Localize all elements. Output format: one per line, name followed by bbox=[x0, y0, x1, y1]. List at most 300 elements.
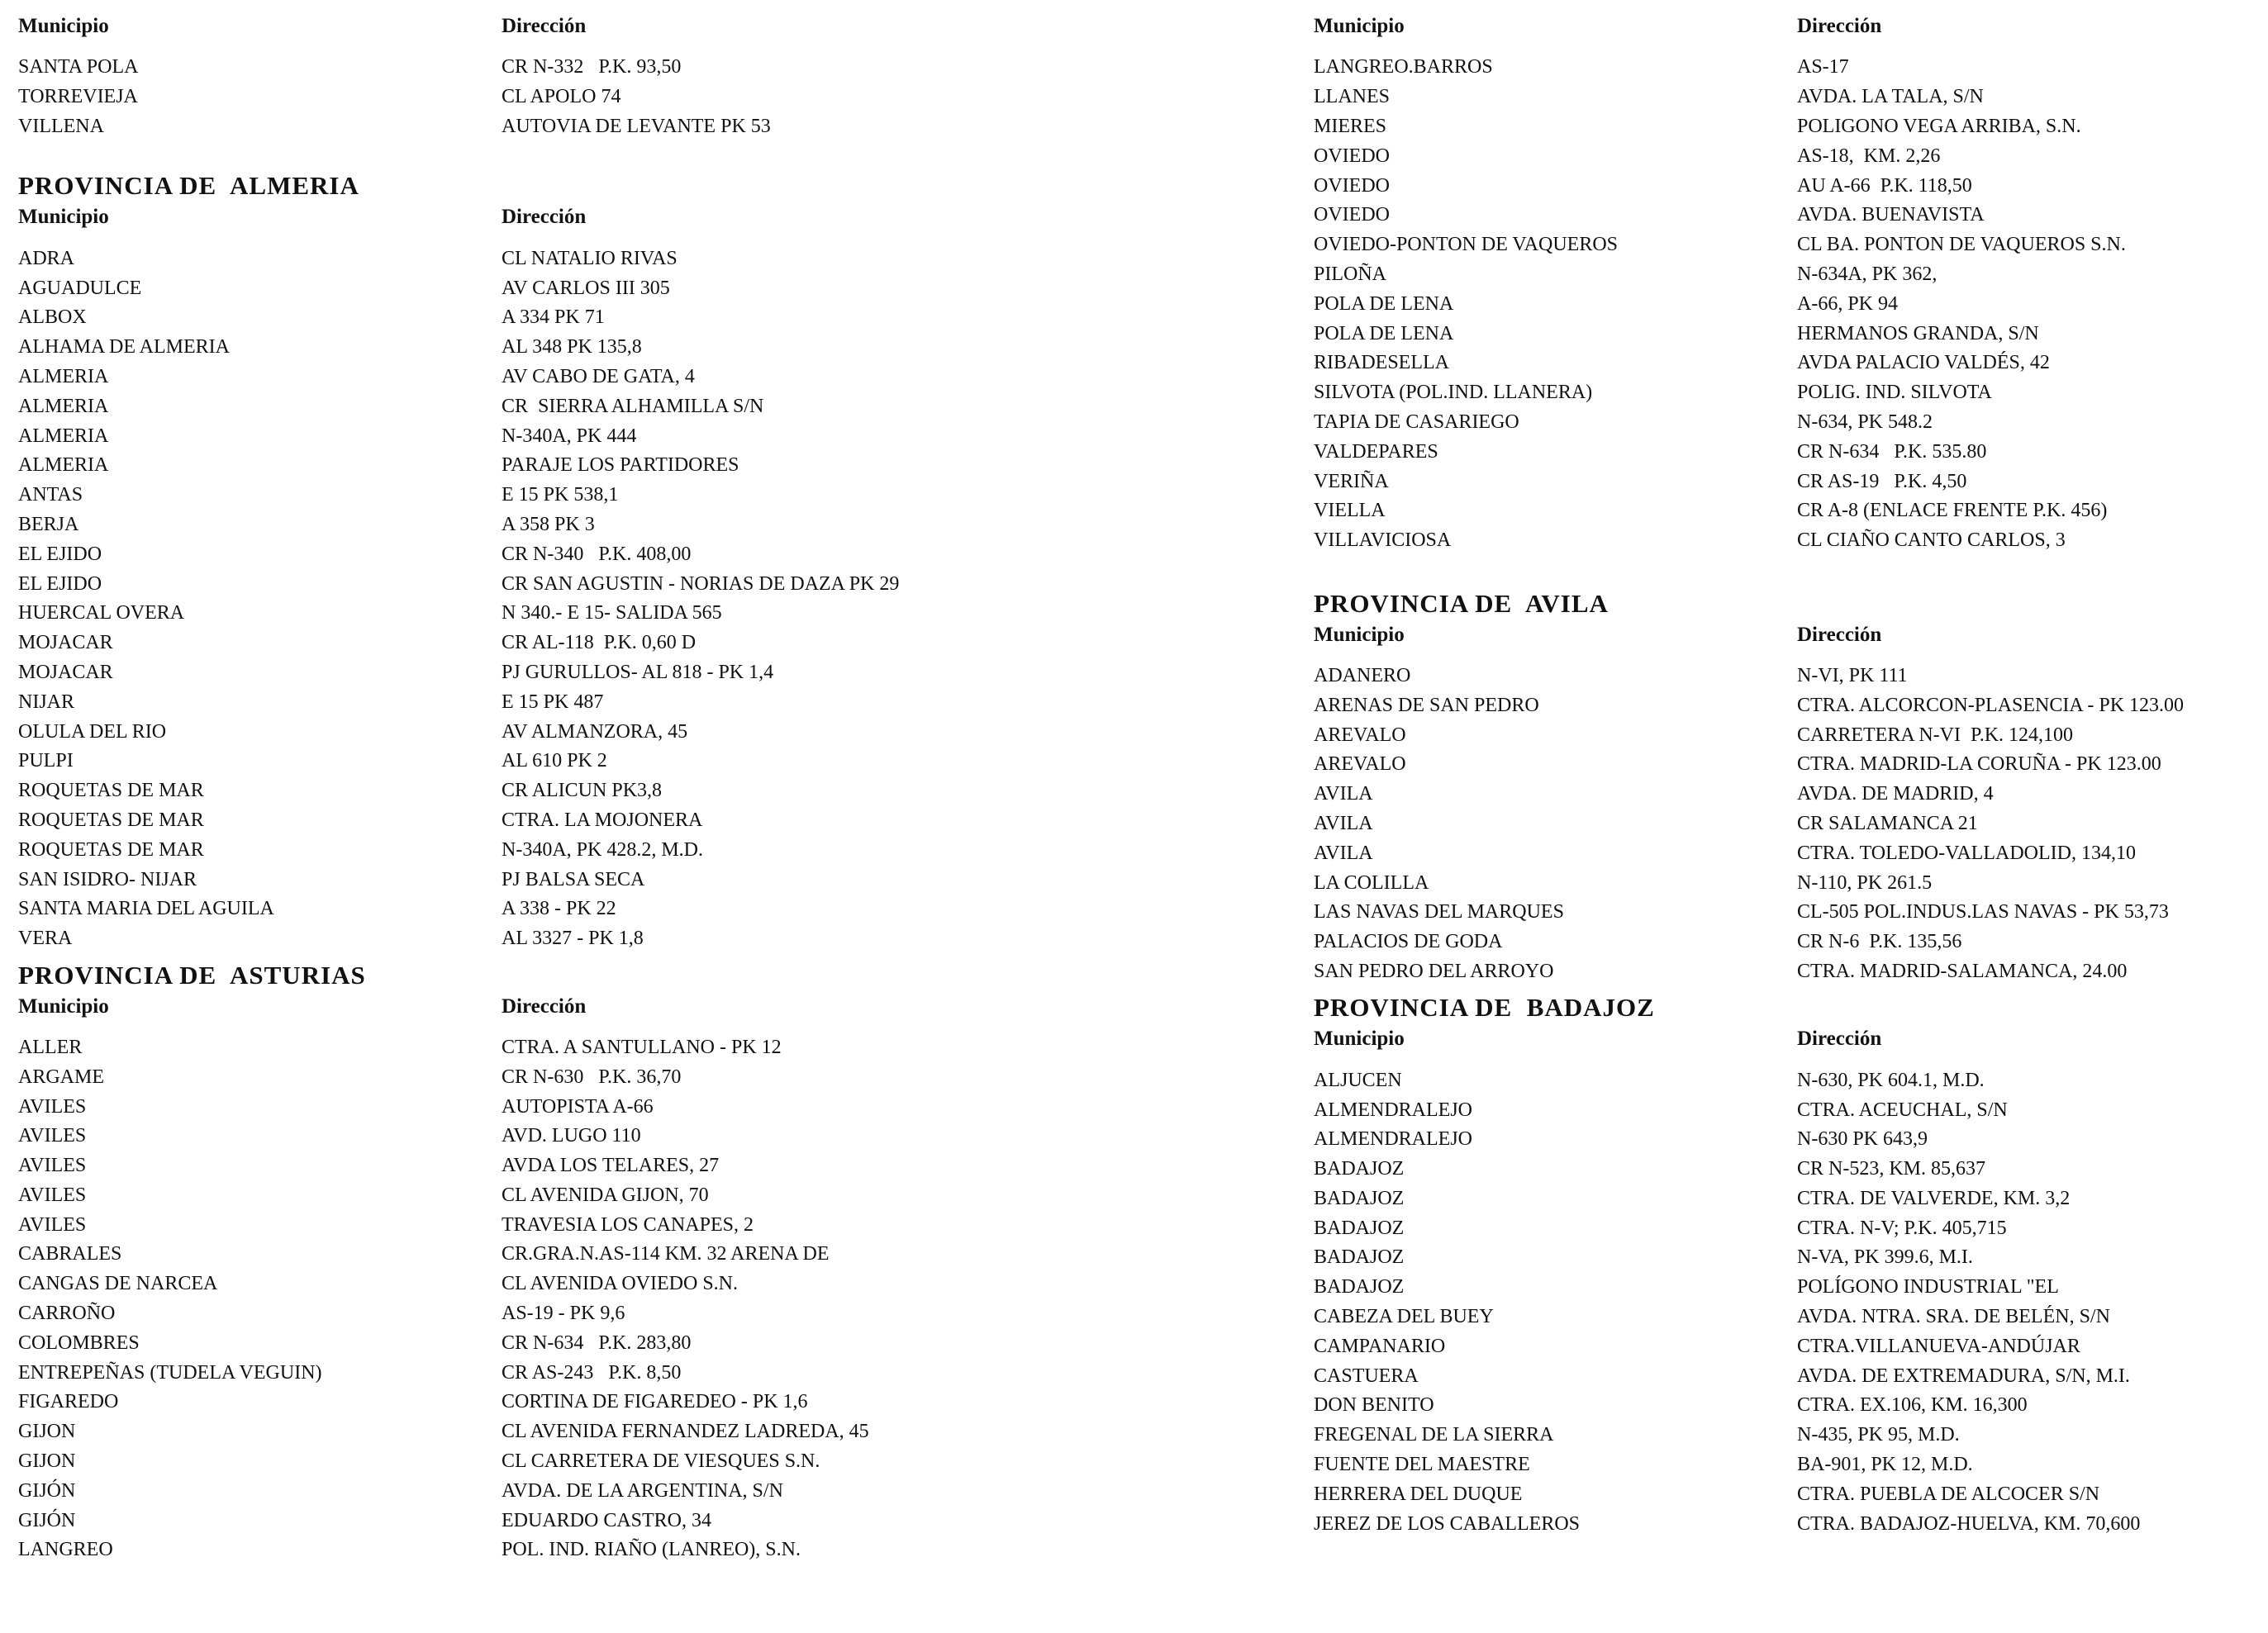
municipio-cell: PALACIOS DE GODA bbox=[1314, 931, 1503, 953]
municipio-cell: ENTREPEÑAS (TUDELA VEGUIN) bbox=[18, 1361, 322, 1384]
direccion-cell: AVDA PALACIO VALDÉS, 42 bbox=[1797, 352, 2050, 374]
table-row bbox=[18, 1033, 1241, 1063]
direccion-cell: N-340A, PK 428.2, M.D. bbox=[502, 838, 704, 861]
direccion-cell: CL CARRETERA DE VIESQUES S.N. bbox=[502, 1450, 820, 1473]
direccion-cell: N 340.- E 15- SALIDA 565 bbox=[502, 602, 722, 624]
direccion-cell: AVDA LOS TELARES, 27 bbox=[502, 1155, 720, 1177]
direccion-header: Dirección bbox=[502, 15, 587, 37]
province-title: PROVINCIA DE ALMERIA bbox=[18, 171, 359, 201]
table-row bbox=[1314, 1450, 2239, 1480]
municipio-cell: ALMENDRALEJO bbox=[1314, 1099, 1472, 1121]
direccion-cell: CTRA. ACEUCHAL, S/N bbox=[1797, 1099, 2008, 1121]
direccion-cell: N-VI, PK 111 bbox=[1797, 664, 1908, 686]
table-row bbox=[1314, 1509, 2239, 1539]
table-row bbox=[1314, 928, 2239, 957]
direccion-cell: CTRA. PUEBLA DE ALCOCER S/N bbox=[1797, 1483, 2100, 1505]
direccion-cell: CR N-630 P.K. 36,70 bbox=[502, 1066, 682, 1088]
municipio-cell: NIJAR bbox=[18, 691, 75, 713]
municipio-cell: VILLAVICIOSA bbox=[1314, 529, 1452, 552]
municipio-header: Municipio bbox=[1314, 15, 1405, 37]
direccion-cell: CTRA. MADRID-LA CORUÑA - PK 123.00 bbox=[1797, 753, 2161, 776]
table-row bbox=[18, 1417, 1241, 1447]
table-row bbox=[1314, 809, 2239, 839]
table-row bbox=[1314, 1095, 2239, 1125]
direccion-cell: A 358 PK 3 bbox=[502, 513, 595, 535]
direccion-cell: CR SALAMANCA 21 bbox=[1797, 812, 1978, 834]
direccion-header: Dirección bbox=[1797, 15, 1882, 37]
table-row bbox=[18, 1388, 1241, 1417]
direccion-cell: AV CABO DE GATA, 4 bbox=[502, 365, 695, 387]
table-row bbox=[18, 112, 1241, 142]
table-row bbox=[18, 1270, 1241, 1299]
municipio-cell: CANGAS DE NARCEA bbox=[18, 1273, 218, 1295]
municipio-cell: ALMERIA bbox=[18, 425, 109, 447]
table-row bbox=[18, 1210, 1241, 1240]
municipio-cell: LAS NAVAS DEL MARQUES bbox=[1314, 901, 1564, 923]
direccion-cell: CL NATALIO RIVAS bbox=[502, 247, 678, 269]
province-section bbox=[18, 954, 1241, 1565]
direccion-cell: CR.GRA.N.AS-114 KM. 32 ARENA DE bbox=[502, 1243, 830, 1265]
municipio-cell: SANTA POLA bbox=[18, 56, 139, 78]
header-spacer bbox=[1314, 1051, 2239, 1066]
municipio-header: Municipio bbox=[18, 206, 109, 229]
municipio-cell: GIJÓN bbox=[18, 1479, 76, 1502]
municipio-cell: HUERCAL OVERA bbox=[18, 602, 185, 624]
table-row bbox=[1314, 1184, 2239, 1214]
direccion-cell: AVDA. NTRA. SRA. DE BELÉN, S/N bbox=[1797, 1306, 2110, 1328]
province-title: PROVINCIA DE AVILA bbox=[1314, 588, 1609, 618]
direccion-header: Dirección bbox=[1797, 1028, 1882, 1051]
direccion-cell: AUTOVIA DE LEVANTE PK 53 bbox=[502, 115, 771, 137]
municipio-cell: BADAJOZ bbox=[1314, 1276, 1405, 1298]
direccion-cell: CL AVENIDA FERNANDEZ LADREDA, 45 bbox=[502, 1421, 869, 1443]
municipio-cell: LANGREO.BARROS bbox=[1314, 56, 1493, 78]
table-row bbox=[18, 1151, 1241, 1181]
table-row bbox=[18, 303, 1241, 333]
direccion-cell: A 334 PK 71 bbox=[502, 306, 605, 329]
table-row bbox=[1314, 467, 2239, 496]
direccion-cell: AV ALMANZORA, 45 bbox=[502, 720, 688, 743]
table-row bbox=[1314, 349, 2239, 378]
municipio-cell: ADANERO bbox=[1314, 664, 1411, 686]
municipio-cell: CABRALES bbox=[18, 1243, 122, 1265]
municipio-cell: OVIEDO bbox=[1314, 174, 1390, 197]
table-row bbox=[18, 835, 1241, 865]
direccion-cell: AVDA. DE MADRID, 4 bbox=[1797, 783, 1994, 805]
direccion-cell: POL. IND. RIAÑO (LANREO), S.N. bbox=[502, 1539, 801, 1561]
direccion-cell: AUTOPISTA A-66 bbox=[502, 1095, 654, 1118]
direccion-cell: AL 610 PK 2 bbox=[502, 750, 607, 772]
direccion-cell: E 15 PK 538,1 bbox=[502, 484, 619, 506]
direccion-cell: POLIGONO VEGA ARRIBA, S.N. bbox=[1797, 115, 2081, 137]
municipio-cell: AREVALO bbox=[1314, 753, 1406, 776]
direccion-cell: CR ALICUN PK3,8 bbox=[502, 780, 663, 802]
table-row bbox=[18, 1476, 1241, 1506]
municipio-cell: ALJUCEN bbox=[1314, 1069, 1402, 1091]
direccion-cell: CL-505 POL.INDUS.LAS NAVAS - PK 53,73 bbox=[1797, 901, 2169, 923]
municipio-header: Municipio bbox=[18, 15, 109, 37]
municipio-cell: ALLER bbox=[18, 1036, 83, 1058]
table-row bbox=[1314, 230, 2239, 260]
direccion-cell: N-630, PK 604.1, M.D. bbox=[1797, 1069, 1985, 1091]
table-row bbox=[18, 363, 1241, 392]
table-row bbox=[18, 83, 1241, 112]
table-row bbox=[1314, 171, 2239, 201]
direccion-cell: N-630 PK 643,9 bbox=[1797, 1128, 1928, 1151]
province-section bbox=[1314, 986, 2239, 1539]
table-row bbox=[1314, 1155, 2239, 1184]
direccion-cell: N-435, PK 95, M.D. bbox=[1797, 1424, 1960, 1446]
municipio-cell: OVIEDO-PONTON DE VAQUEROS bbox=[1314, 234, 1619, 256]
direccion-cell: AL 348 PK 135,8 bbox=[502, 336, 642, 358]
province-section bbox=[18, 164, 1241, 953]
municipio-cell: OLULA DEL RIO bbox=[18, 720, 167, 743]
municipio-cell: RIBADESELLA bbox=[1314, 352, 1449, 374]
municipio-cell: AVILES bbox=[18, 1095, 87, 1118]
direccion-cell: POLIG. IND. SILVOTA bbox=[1797, 382, 1992, 404]
table-row bbox=[1314, 260, 2239, 290]
direccion-cell: AS-19 - PK 9,6 bbox=[502, 1303, 625, 1325]
municipio-cell: AVILES bbox=[18, 1213, 87, 1236]
direccion-cell: AV CARLOS III 305 bbox=[502, 277, 670, 299]
column-header-row bbox=[18, 201, 1241, 229]
province-section bbox=[18, 10, 1241, 141]
table-row bbox=[1314, 112, 2239, 142]
municipio-cell: MIERES bbox=[1314, 115, 1387, 137]
table-row bbox=[1314, 289, 2239, 319]
right-column bbox=[1314, 0, 2239, 1539]
municipio-cell: ROQUETAS DE MAR bbox=[18, 780, 204, 802]
municipio-cell: POLA DE LENA bbox=[1314, 292, 1454, 315]
direccion-cell: EDUARDO CASTRO, 34 bbox=[502, 1509, 712, 1531]
municipio-cell: VIELLA bbox=[1314, 500, 1386, 522]
municipio-cell: ROQUETAS DE MAR bbox=[18, 809, 204, 831]
municipio-cell: AGUADULCE bbox=[18, 277, 142, 299]
table-row bbox=[1314, 691, 2239, 720]
direccion-cell: CL AVENIDA OVIEDO S.N. bbox=[502, 1273, 739, 1295]
municipio-cell: AVILES bbox=[18, 1155, 87, 1177]
municipio-cell: ALMERIA bbox=[18, 454, 109, 477]
direccion-cell: CR SAN AGUSTIN - NORIAS DE DAZA PK 29 bbox=[502, 572, 900, 595]
province-title: PROVINCIA DE ASTURIAS bbox=[18, 960, 366, 990]
direccion-cell: AVDA. DE LA ARGENTINA, S/N bbox=[502, 1479, 783, 1502]
direccion-cell: CTRA.VILLANUEVA-ANDÚJAR bbox=[1797, 1335, 2080, 1357]
direccion-cell: CR N-523, KM. 85,637 bbox=[1797, 1158, 1986, 1180]
direccion-cell: CR N-634 P.K. 283,80 bbox=[502, 1332, 692, 1354]
municipio-cell: CASTUERA bbox=[1314, 1365, 1419, 1387]
direccion-cell: CR N-634 P.K. 535.80 bbox=[1797, 440, 1987, 463]
header-spacer bbox=[18, 38, 1241, 53]
municipio-cell: FREGENAL DE LA SIERRA bbox=[1314, 1424, 1554, 1446]
table-row bbox=[18, 1447, 1241, 1477]
municipio-cell: COLOMBRES bbox=[18, 1332, 140, 1354]
header-spacer bbox=[1314, 38, 2239, 53]
municipio-cell: SANTA MARIA DEL AGUILA bbox=[18, 898, 274, 920]
municipio-header: Municipio bbox=[1314, 623, 1405, 646]
direccion-cell: N-VA, PK 399.6, M.I. bbox=[1797, 1246, 1973, 1269]
table-row bbox=[1314, 1066, 2239, 1095]
direccion-cell: AVDA. LA TALA, S/N bbox=[1797, 86, 1984, 108]
municipio-cell: BADAJOZ bbox=[1314, 1246, 1405, 1269]
table-row bbox=[1314, 378, 2239, 408]
municipio-cell: EL EJIDO bbox=[18, 543, 102, 565]
direccion-cell: AVDA. BUENAVISTA bbox=[1797, 204, 1985, 226]
table-row bbox=[18, 1122, 1241, 1151]
municipio-cell: TAPIA DE CASARIEGO bbox=[1314, 411, 1519, 433]
table-row bbox=[18, 569, 1241, 599]
municipio-cell: LLANES bbox=[1314, 86, 1390, 108]
table-row bbox=[18, 1240, 1241, 1270]
direccion-cell: CR AS-19 P.K. 4,50 bbox=[1797, 470, 1967, 492]
table-row bbox=[18, 392, 1241, 421]
header-spacer bbox=[1314, 647, 2239, 662]
table-row bbox=[18, 1299, 1241, 1329]
municipio-cell: ALMERIA bbox=[18, 395, 109, 417]
table-row bbox=[18, 1181, 1241, 1211]
municipio-cell: CAMPANARIO bbox=[1314, 1335, 1446, 1357]
direccion-cell: AL 3327 - PK 1,8 bbox=[502, 928, 644, 950]
direccion-cell: CTRA. BADAJOZ-HUELVA, KM. 70,600 bbox=[1797, 1512, 2141, 1535]
municipio-cell: SAN PEDRO DEL ARROYO bbox=[1314, 960, 1554, 982]
column-header-row bbox=[1314, 1023, 2239, 1051]
municipio-cell: ARGAME bbox=[18, 1066, 105, 1088]
left-column bbox=[18, 0, 1241, 1565]
municipio-cell: CARROÑO bbox=[18, 1303, 116, 1325]
municipio-cell: GIJON bbox=[18, 1450, 76, 1473]
table-row bbox=[18, 806, 1241, 836]
municipio-cell: BADAJOZ bbox=[1314, 1158, 1405, 1180]
table-row bbox=[18, 1358, 1241, 1388]
direccion-cell: N-634A, PK 362, bbox=[1797, 263, 1938, 285]
direccion-cell: AS-18, KM. 2,26 bbox=[1797, 145, 1941, 167]
table-row bbox=[18, 451, 1241, 481]
municipio-cell: AREVALO bbox=[1314, 724, 1406, 746]
municipio-cell: AVILES bbox=[18, 1184, 87, 1206]
municipio-cell: VILLENA bbox=[18, 115, 104, 137]
direccion-cell: CTRA. MADRID-SALAMANCA, 24.00 bbox=[1797, 960, 2128, 982]
table-row bbox=[1314, 319, 2239, 349]
table-row bbox=[1314, 957, 2239, 987]
municipio-cell: FIGAREDO bbox=[18, 1391, 119, 1413]
table-row bbox=[1314, 1479, 2239, 1509]
municipio-cell: ALHAMA DE ALMERIA bbox=[18, 336, 230, 358]
table-row bbox=[18, 1536, 1241, 1565]
header-spacer bbox=[18, 1018, 1241, 1033]
table-row bbox=[1314, 1243, 2239, 1273]
direccion-cell: N-110, PK 261.5 bbox=[1797, 871, 1933, 894]
direccion-cell: CORTINA DE FIGAREDEO - PK 1,6 bbox=[502, 1391, 808, 1413]
table-row bbox=[1314, 1273, 2239, 1303]
table-row bbox=[1314, 750, 2239, 780]
direccion-cell: AVDA. DE EXTREMADURA, S/N, M.I. bbox=[1797, 1365, 2130, 1387]
municipio-cell: AVILES bbox=[18, 1125, 87, 1147]
municipio-cell: DON BENITO bbox=[1314, 1394, 1434, 1417]
municipio-cell: AVILA bbox=[1314, 842, 1373, 864]
direccion-header: Dirección bbox=[502, 995, 587, 1018]
table-row bbox=[1314, 141, 2239, 171]
municipio-cell: LA COLILLA bbox=[1314, 871, 1429, 894]
municipio-cell: VERA bbox=[18, 928, 73, 950]
municipio-cell: VERIÑA bbox=[1314, 470, 1389, 492]
direccion-cell: N-634, PK 548.2 bbox=[1797, 411, 1933, 433]
table-row bbox=[1314, 662, 2239, 691]
direccion-cell: CR AS-243 P.K. 8,50 bbox=[502, 1361, 682, 1384]
table-row bbox=[1314, 838, 2239, 868]
table-row bbox=[18, 865, 1241, 895]
municipio-cell: SILVOTA (POL.IND. LLANERA) bbox=[1314, 382, 1593, 404]
direccion-cell: CR N-6 P.K. 135,56 bbox=[1797, 931, 1962, 953]
table-row bbox=[1314, 780, 2239, 809]
direccion-cell: CR SIERRA ALHAMILLA S/N bbox=[502, 395, 764, 417]
direccion-cell: CR N-340 P.K. 408,00 bbox=[502, 543, 692, 565]
municipio-cell: HERRERA DEL DUQUE bbox=[1314, 1483, 1523, 1505]
table-row bbox=[1314, 1391, 2239, 1421]
municipio-header: Municipio bbox=[18, 995, 109, 1018]
table-row bbox=[18, 1062, 1241, 1092]
table-row bbox=[1314, 437, 2239, 467]
table-row bbox=[18, 895, 1241, 924]
table-row bbox=[18, 481, 1241, 510]
direccion-cell: CR N-332 P.K. 93,50 bbox=[502, 56, 682, 78]
direccion-header: Dirección bbox=[1797, 623, 1882, 646]
direccion-cell: CR A-8 (ENLACE FRENTE P.K. 456) bbox=[1797, 500, 2108, 522]
table-row bbox=[1314, 1213, 2239, 1243]
municipio-cell: BADAJOZ bbox=[1314, 1187, 1405, 1209]
municipio-cell: PILOÑA bbox=[1314, 263, 1386, 285]
municipio-cell: ANTAS bbox=[18, 484, 83, 506]
table-row bbox=[1314, 53, 2239, 83]
municipio-cell: SAN ISIDRO- NIJAR bbox=[18, 868, 197, 890]
direccion-cell: A 338 - PK 22 bbox=[502, 898, 616, 920]
direccion-header: Dirección bbox=[502, 206, 587, 229]
table-row bbox=[1314, 201, 2239, 230]
table-row bbox=[18, 717, 1241, 747]
direccion-cell: A-66, PK 94 bbox=[1797, 292, 1899, 315]
column-header-row bbox=[1314, 10, 2239, 38]
direccion-cell: TRAVESIA LOS CANAPES, 2 bbox=[502, 1213, 754, 1236]
municipio-cell: ALMENDRALEJO bbox=[1314, 1128, 1472, 1151]
direccion-cell: N-340A, PK 444 bbox=[502, 425, 637, 447]
municipio-header: Municipio bbox=[1314, 1028, 1405, 1051]
direccion-cell: CTRA. DE VALVERDE, KM. 3,2 bbox=[1797, 1187, 2071, 1209]
column-header-row bbox=[18, 990, 1241, 1018]
table-row bbox=[18, 924, 1241, 954]
direccion-cell: CL AVENIDA GIJON, 70 bbox=[502, 1184, 709, 1206]
table-row bbox=[18, 776, 1241, 806]
municipio-cell: TORREVIEJA bbox=[18, 86, 138, 108]
table-row bbox=[18, 658, 1241, 688]
municipio-cell: MOJACAR bbox=[18, 661, 113, 683]
municipio-cell: ADRA bbox=[18, 247, 75, 269]
municipio-cell: BADAJOZ bbox=[1314, 1217, 1405, 1239]
direccion-cell: CR AL-118 P.K. 0,60 D bbox=[502, 632, 697, 654]
column-header-row bbox=[18, 10, 1241, 38]
direccion-cell: CARRETERA N-VI P.K. 124,100 bbox=[1797, 724, 2074, 746]
direccion-cell: CTRA. LA MOJONERA bbox=[502, 809, 703, 831]
table-row bbox=[1314, 1332, 2239, 1361]
table-row bbox=[18, 1328, 1241, 1358]
table-row bbox=[18, 747, 1241, 776]
table-row bbox=[18, 510, 1241, 540]
direccion-cell: CTRA. N-V; P.K. 405,715 bbox=[1797, 1217, 2007, 1239]
direccion-cell: AS-17 bbox=[1797, 56, 1849, 78]
table-row bbox=[18, 1506, 1241, 1536]
column-header-row bbox=[1314, 619, 2239, 647]
table-row bbox=[18, 421, 1241, 451]
table-row bbox=[1314, 83, 2239, 112]
table-row bbox=[1314, 720, 2239, 750]
municipio-cell: VALDEPARES bbox=[1314, 440, 1438, 463]
table-row bbox=[18, 1092, 1241, 1122]
municipio-cell: EL EJIDO bbox=[18, 572, 102, 595]
table-row bbox=[18, 244, 1241, 273]
province-section bbox=[1314, 582, 2239, 987]
table-row bbox=[1314, 1125, 2239, 1155]
municipio-cell: JEREZ DE LOS CABALLEROS bbox=[1314, 1512, 1581, 1535]
table-row bbox=[18, 333, 1241, 363]
municipio-cell: CABEZA DEL BUEY bbox=[1314, 1306, 1494, 1328]
table-row bbox=[1314, 526, 2239, 556]
direccion-cell: PARAJE LOS PARTIDORES bbox=[502, 454, 739, 477]
municipio-cell: ALBOX bbox=[18, 306, 87, 329]
municipio-cell: OVIEDO bbox=[1314, 145, 1390, 167]
table-row bbox=[18, 629, 1241, 658]
direccion-cell: E 15 PK 487 bbox=[502, 691, 604, 713]
direccion-cell: PJ GURULLOS- AL 818 - PK 1,4 bbox=[502, 661, 774, 683]
direccion-cell: CL APOLO 74 bbox=[502, 86, 621, 108]
municipio-cell: LANGREO bbox=[18, 1539, 113, 1561]
table-row bbox=[1314, 868, 2239, 898]
table-row bbox=[18, 273, 1241, 303]
table-row bbox=[1314, 1303, 2239, 1332]
direccion-cell: CTRA. ALCORCON-PLASENCIA - PK 123.00 bbox=[1797, 694, 2185, 716]
municipio-cell: ALMERIA bbox=[18, 365, 109, 387]
municipio-cell: OVIEDO bbox=[1314, 204, 1390, 226]
direccion-cell: PJ BALSA SECA bbox=[502, 868, 645, 890]
municipio-cell: ARENAS DE SAN PEDRO bbox=[1314, 694, 1539, 716]
direccion-cell: AU A-66 P.K. 118,50 bbox=[1797, 174, 1972, 197]
table-row bbox=[1314, 1361, 2239, 1391]
direccion-cell: CTRA. TOLEDO-VALLADOLID, 134,10 bbox=[1797, 842, 2136, 864]
municipio-cell: GIJÓN bbox=[18, 1509, 76, 1531]
table-row bbox=[1314, 1421, 2239, 1450]
municipio-cell: MOJACAR bbox=[18, 632, 113, 654]
municipio-cell: AVILA bbox=[1314, 783, 1373, 805]
direccion-cell: CL CIAÑO CANTO CARLOS, 3 bbox=[1797, 529, 2066, 552]
table-row bbox=[18, 687, 1241, 717]
table-row bbox=[1314, 898, 2239, 928]
municipio-cell: ROQUETAS DE MAR bbox=[18, 838, 204, 861]
municipio-cell: PULPI bbox=[18, 750, 74, 772]
table-row bbox=[18, 539, 1241, 569]
table-row bbox=[1314, 496, 2239, 526]
direccion-cell: CTRA. A SANTULLANO - PK 12 bbox=[502, 1036, 782, 1058]
table-row bbox=[1314, 408, 2239, 438]
direccion-cell: AVD. LUGO 110 bbox=[502, 1125, 641, 1147]
direccion-cell: CTRA. EX.106, KM. 16,300 bbox=[1797, 1394, 2028, 1417]
table-row bbox=[18, 53, 1241, 83]
province-title: PROVINCIA DE BADAJOZ bbox=[1314, 993, 1655, 1023]
direccion-cell: CL BA. PONTON DE VAQUEROS S.N. bbox=[1797, 234, 2126, 256]
direccion-cell: BA-901, PK 12, M.D. bbox=[1797, 1454, 1973, 1476]
municipio-cell: FUENTE DEL MAESTRE bbox=[1314, 1454, 1530, 1476]
direccion-cell: POLÍGONO INDUSTRIAL "EL bbox=[1797, 1276, 2059, 1298]
municipio-cell: BERJA bbox=[18, 513, 79, 535]
direccion-cell: HERMANOS GRANDA, S/N bbox=[1797, 322, 2039, 344]
municipio-cell: GIJON bbox=[18, 1421, 76, 1443]
province-section bbox=[1314, 10, 2239, 556]
municipio-cell: AVILA bbox=[1314, 812, 1373, 834]
